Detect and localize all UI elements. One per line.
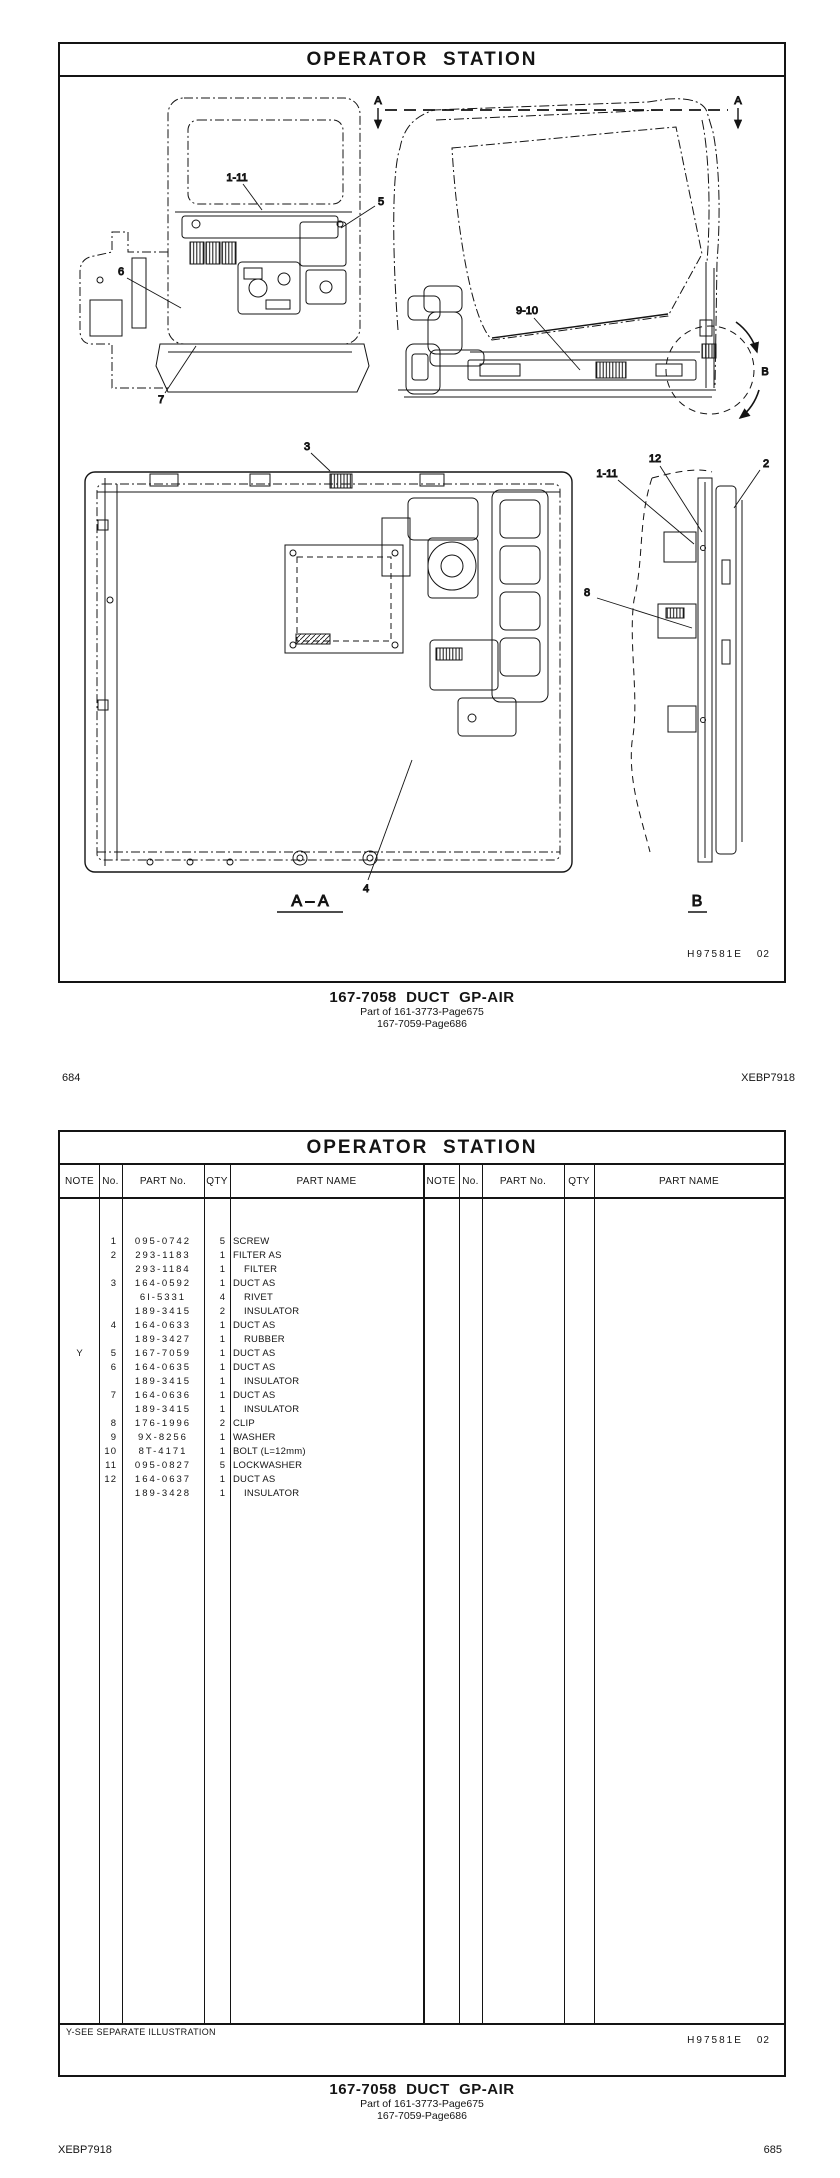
callout-4: 4 xyxy=(362,883,370,895)
side-view-callouts xyxy=(516,305,769,418)
cell-qty: 4 xyxy=(219,1292,226,1303)
cell-part-name: SCREW xyxy=(233,1236,270,1247)
header-note-left: NOTE xyxy=(65,1175,94,1187)
header-qty-right: QTY xyxy=(568,1175,590,1187)
cell-note xyxy=(60,1305,99,1319)
table-row xyxy=(60,1375,784,1389)
parts-table-header xyxy=(60,1165,784,1197)
cell-part-no: 164-0592 xyxy=(134,1278,192,1289)
caption-part-of: Part of 161-3773-Page675 xyxy=(360,1006,484,1018)
duct-gp-air-diagram xyxy=(60,77,784,979)
cell-part-name: FILTER AS xyxy=(233,1250,282,1261)
table-row xyxy=(60,1277,784,1291)
cell-part-no: 095-0827 xyxy=(134,1460,192,1471)
cell-qty: 1 xyxy=(219,1334,226,1345)
cell-note xyxy=(60,1431,99,1445)
cell-note xyxy=(60,1249,99,1263)
cell-part-name: DUCT AS xyxy=(233,1362,276,1373)
rear-view-drawing xyxy=(80,98,369,392)
cell-item-no: 5 xyxy=(110,1348,117,1359)
cell-part-name: DUCT AS xyxy=(233,1320,276,1331)
caption-also-page: 167-7059-Page686 xyxy=(377,1018,467,1030)
cell-note xyxy=(60,1417,99,1431)
caption-part-of: Part of 161-3773-Page675 xyxy=(360,2098,484,2110)
cell-qty: 1 xyxy=(219,1250,226,1261)
cell-item-no: 11 xyxy=(105,1460,117,1471)
table-row xyxy=(60,1319,784,1333)
cell-part-name: FILTER xyxy=(244,1264,278,1275)
table-row xyxy=(60,1417,784,1431)
cell-item-no: 4 xyxy=(110,1320,117,1331)
cell-part-no: 164-0636 xyxy=(134,1390,192,1401)
cell-qty: 1 xyxy=(219,1348,226,1359)
cell-item-no: 1 xyxy=(110,1236,117,1247)
table-row xyxy=(60,1249,784,1263)
drawing-revision: 02 xyxy=(756,949,770,960)
cell-part-name: INSULATOR xyxy=(244,1404,300,1415)
cell-part-name: CLIP xyxy=(233,1418,255,1429)
cell-note xyxy=(60,1487,99,1501)
drawing-code-page2 xyxy=(659,2024,771,2057)
cell-part-name: RIVET xyxy=(244,1292,273,1303)
plan-view-callouts xyxy=(277,441,412,912)
callout-9-10: 9-10 xyxy=(515,305,539,317)
cell-item-no xyxy=(96,1487,117,1501)
drawing-number: H97581E xyxy=(687,2035,743,2046)
page1-caption xyxy=(58,990,786,1030)
table-row xyxy=(60,1347,784,1361)
table-row xyxy=(60,1445,784,1459)
cell-part-name: WASHER xyxy=(233,1432,276,1443)
cell-part-no: 6I-5331 xyxy=(139,1292,187,1303)
drawing-revision: 02 xyxy=(756,2035,770,2046)
cell-note xyxy=(60,1263,99,1277)
table-row xyxy=(60,1235,784,1249)
cell-part-no: 9X-8256 xyxy=(138,1432,188,1443)
page-number-685: 685 xyxy=(763,2144,782,2156)
drawing-number: H97581E xyxy=(687,949,743,960)
cell-part-name: LOCKWASHER xyxy=(233,1460,303,1471)
cell-item-no: 10 xyxy=(104,1446,117,1457)
cell-part-no: 189-3428 xyxy=(134,1488,192,1499)
media-number-page2: XEBP7918 xyxy=(58,2144,112,2156)
callout-1-11-detail: 1-11 xyxy=(596,468,618,480)
cell-qty: 1 xyxy=(219,1320,226,1331)
cell-note xyxy=(60,1277,99,1291)
cell-item-no xyxy=(96,1305,117,1319)
callout-a-right: A xyxy=(734,95,742,107)
cell-note xyxy=(60,1473,99,1487)
cell-qty: 1 xyxy=(219,1404,226,1415)
cell-part-no: 189-3415 xyxy=(134,1376,192,1387)
cell-part-no: 189-3415 xyxy=(134,1306,192,1317)
cell-part-name: INSULATOR xyxy=(244,1488,300,1499)
callout-2: 2 xyxy=(762,458,770,470)
table-footnote: Y-SEE SEPARATE ILLUSTRATION xyxy=(66,2027,216,2037)
header-qty-left: QTY xyxy=(206,1175,228,1187)
header-no-right: No. xyxy=(462,1175,479,1187)
parts-table xyxy=(60,1163,784,2075)
cell-part-no: 189-3427 xyxy=(134,1334,192,1345)
cell-part-no: 164-0635 xyxy=(134,1362,192,1373)
cell-part-no: 164-0633 xyxy=(134,1320,192,1331)
table-row xyxy=(60,1473,784,1487)
page1-title-band xyxy=(60,44,784,77)
cell-note xyxy=(60,1235,99,1249)
cell-part-name: INSULATOR xyxy=(244,1376,300,1387)
callout-5: 5 xyxy=(377,196,385,208)
cell-note xyxy=(60,1375,99,1389)
cell-part-no: 293-1184 xyxy=(135,1264,191,1275)
callout-8: 8 xyxy=(583,587,591,599)
cell-item-no xyxy=(96,1263,117,1277)
cell-item-no xyxy=(96,1333,117,1347)
cell-note xyxy=(60,1333,99,1347)
cell-qty: 1 xyxy=(219,1278,226,1289)
table-row xyxy=(60,1333,784,1347)
plan-view-drawing xyxy=(85,472,572,872)
group-title: 167-7058 DUCT GP-AIR xyxy=(329,2081,515,2098)
cell-part-name: DUCT AS xyxy=(233,1390,276,1401)
cell-qty: 2 xyxy=(219,1306,226,1317)
cell-qty: 1 xyxy=(219,1376,226,1387)
cell-qty: 1 xyxy=(219,1474,226,1485)
table-row xyxy=(60,1403,784,1417)
cell-qty: 1 xyxy=(219,1432,226,1443)
table-row xyxy=(60,1389,784,1403)
cell-part-no: 8T-4171 xyxy=(138,1446,188,1457)
cell-note xyxy=(60,1389,99,1403)
cell-item-no: 9 xyxy=(110,1432,117,1443)
cell-note xyxy=(60,1361,99,1375)
cell-qty: 2 xyxy=(219,1418,226,1429)
page-number-684: 684 xyxy=(62,1072,81,1084)
cell-item-no: 12 xyxy=(104,1474,117,1485)
callout-7: 7 xyxy=(157,394,165,406)
cell-note: Y xyxy=(76,1348,83,1359)
cell-part-name: INSULATOR xyxy=(244,1306,300,1317)
table-row xyxy=(60,1459,784,1473)
page2-caption xyxy=(58,2082,786,2122)
section-label-b: B xyxy=(691,893,703,910)
cell-part-name: BOLT (L=12mm) xyxy=(233,1446,306,1457)
header-note-right: NOTE xyxy=(426,1175,456,1187)
cell-item-no xyxy=(96,1291,117,1305)
table-row xyxy=(60,1431,784,1445)
detail-b-callouts xyxy=(584,453,769,912)
cell-item-no xyxy=(96,1375,117,1389)
callout-3: 3 xyxy=(303,441,311,453)
callout-12: 12 xyxy=(648,453,662,465)
page1-title: OPERATOR STATION xyxy=(306,48,538,70)
table-row xyxy=(60,1305,784,1319)
header-part-left: PART No. xyxy=(139,1175,187,1187)
callout-a-left: A xyxy=(374,95,382,107)
parts-table-body-rows xyxy=(60,1235,784,1501)
cell-part-no: 095-0742 xyxy=(134,1236,192,1247)
detail-b-drawing xyxy=(631,470,742,862)
cell-note xyxy=(60,1319,99,1333)
header-name-right: PART NAME xyxy=(659,1175,719,1187)
cell-part-name: DUCT AS xyxy=(233,1278,276,1289)
cell-note xyxy=(60,1459,99,1473)
group-title: 167-7058 DUCT GP-AIR xyxy=(329,989,515,1006)
header-no-left: No. xyxy=(102,1175,119,1187)
section-label-a-a: A – A xyxy=(291,893,329,910)
cell-note xyxy=(60,1445,99,1459)
cell-part-no: 189-3415 xyxy=(134,1404,192,1415)
cell-qty: 5 xyxy=(219,1460,226,1471)
cell-part-name: RUBBER xyxy=(244,1334,285,1345)
callout-1-11-rear: 1-11 xyxy=(226,172,248,184)
cell-part-no: 164-0637 xyxy=(134,1474,192,1485)
cell-part-no: 167-7059 xyxy=(134,1348,192,1359)
cell-part-no: 176-1996 xyxy=(134,1418,192,1429)
cell-note xyxy=(60,1291,99,1305)
cell-part-name: DUCT AS xyxy=(233,1474,276,1485)
table-row xyxy=(60,1361,784,1375)
cell-qty: 1 xyxy=(219,1362,226,1373)
cell-qty: 1 xyxy=(219,1264,226,1275)
table-row xyxy=(60,1263,784,1277)
cell-item-no xyxy=(96,1403,117,1417)
parts-list-page xyxy=(58,1130,786,2077)
cell-note xyxy=(60,1403,99,1417)
table-row xyxy=(60,1291,784,1305)
cell-qty: 1 xyxy=(219,1488,226,1499)
page2-title-band xyxy=(60,1132,784,1165)
cell-item-no: 2 xyxy=(110,1250,117,1261)
cell-qty: 5 xyxy=(219,1236,226,1247)
cell-qty: 1 xyxy=(219,1446,226,1457)
page2-title: OPERATOR STATION xyxy=(306,1136,538,1158)
cell-item-no: 7 xyxy=(110,1390,117,1401)
callout-b-detail: B xyxy=(761,366,769,378)
header-underline xyxy=(60,1197,784,1199)
cell-item-no: 6 xyxy=(110,1362,117,1373)
header-part-right: PART No. xyxy=(499,1175,547,1187)
cell-part-name: DUCT AS xyxy=(233,1348,276,1359)
callout-6: 6 xyxy=(117,266,125,278)
table-row xyxy=(60,1487,784,1501)
header-name-left: PART NAME xyxy=(296,1175,357,1187)
illustration-page xyxy=(58,42,786,983)
cell-part-no: 293-1183 xyxy=(135,1250,191,1261)
caption-also-page: 167-7059-Page686 xyxy=(377,2110,467,2122)
cell-qty: 1 xyxy=(219,1390,226,1401)
cell-item-no: 3 xyxy=(110,1278,117,1289)
drawing-code-page1 xyxy=(659,938,771,971)
media-number-page1: XEBP7918 xyxy=(741,1072,795,1084)
cell-item-no: 8 xyxy=(110,1418,117,1429)
